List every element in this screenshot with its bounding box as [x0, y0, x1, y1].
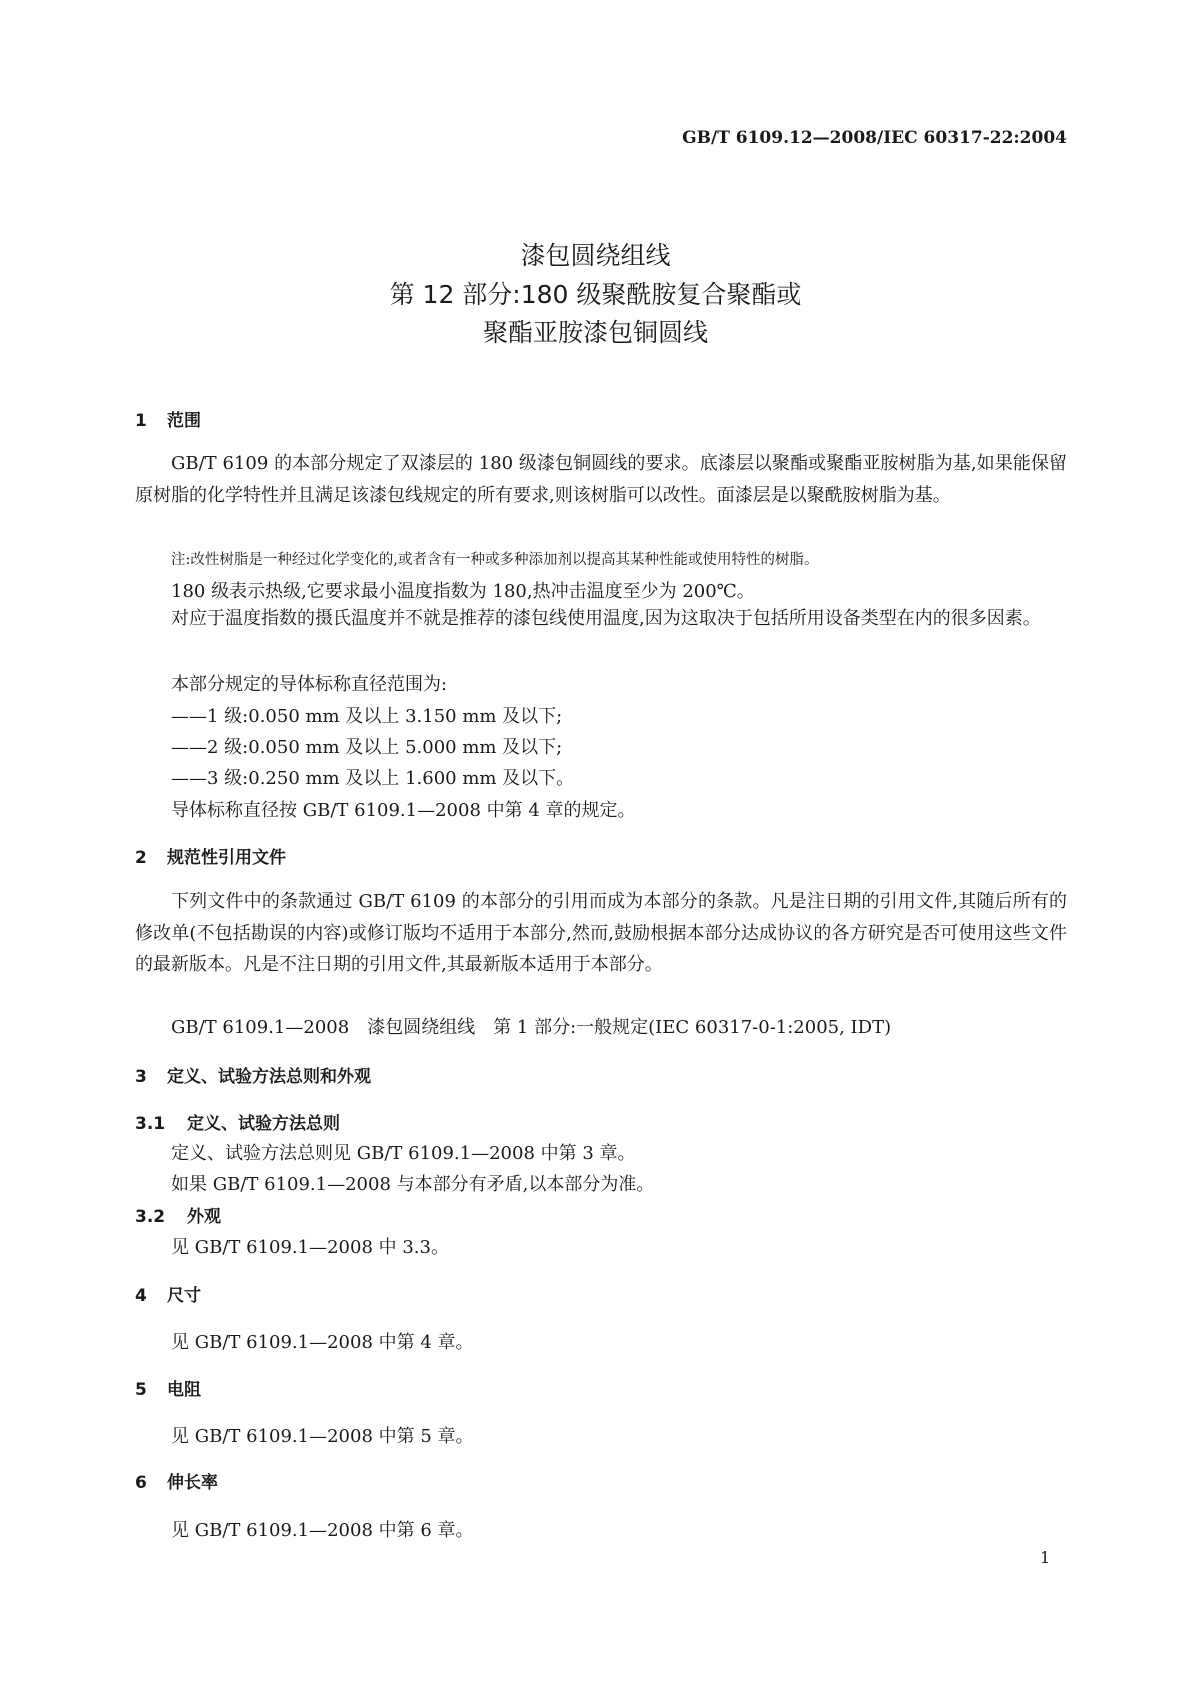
section-title: 定义、试验方法总则和外观: [167, 1067, 371, 1087]
section-3-1-heading: [135, 1109, 340, 1134]
section-1-heading: [135, 406, 201, 431]
scope-paragraph-4: 本部分规定的导体标称直径范围为:: [171, 674, 448, 695]
section-number: 3: [135, 1067, 147, 1087]
section-3-2-line-1: 见 GB/T 6109.1—2008 中 3.3。: [171, 1237, 449, 1258]
section-6-line: 见 GB/T 6109.1—2008 中第 6 章。: [171, 1520, 474, 1541]
section-title: 伸长率: [167, 1473, 218, 1493]
document-title-line-1: 漆包圆绕组线: [520, 241, 671, 270]
section-number: 6: [135, 1473, 147, 1493]
section-5-heading: [135, 1375, 201, 1400]
document-title-line-3: 聚酯亚胺漆包铜圆线: [482, 318, 708, 347]
section-number: 3.2: [135, 1207, 166, 1227]
section-number: 3.1: [135, 1114, 166, 1134]
scope-paragraph-1: GB/T 6109 的本部分规定了双漆层的 180 级漆包铜圆线的要求。底漆层以聚酯或聚酯亚胺树脂为基,如果能保留原树脂的化学特性并且满足该漆包线规定的所有要求,则该树脂可以改性。面漆层是以聚酰胺树脂为基。: [135, 453, 1067, 506]
section-2-heading: [135, 843, 286, 868]
section-3-1-line-2: 如果 GB/T 6109.1—2008 与本部分有矛盾,以本部分为准。: [171, 1174, 655, 1195]
diameter-range-item: ——2 级:0.050 mm 及以上 5.000 mm 及以下;: [171, 737, 563, 758]
section-4-line: 见 GB/T 6109.1—2008 中第 4 章。: [171, 1332, 474, 1353]
scope-note: 注:改性树脂是一种经过化学变化的,或者含有一种或多种添加剂以提高其某种性能或使用特性的树脂。: [171, 552, 819, 568]
diameter-range-item: ——3 级:0.250 mm 及以上 1.600 mm 及以下。: [171, 768, 575, 789]
section-title: 范围: [167, 411, 201, 431]
section-3-1-line-1: 定义、试验方法总则见 GB/T 6109.1—2008 中第 3 章。: [171, 1143, 636, 1164]
section-number: 2: [135, 848, 147, 868]
section-title: 尺寸: [167, 1286, 201, 1306]
standard-number-header: GB/T 6109.12—2008/IEC 60317-22:2004: [682, 128, 1067, 148]
scope-paragraph-2: 180 级表示热级,它要求最小温度指数为 180,热冲击温度至少为 200℃。: [171, 581, 755, 602]
normative-reference-item: GB/T 6109.1—2008 漆包圆绕组线 第 1 部分:一般规定(IEC 60317-0-1:2005, IDT): [171, 1017, 892, 1038]
section-title: 定义、试验方法总则: [187, 1114, 340, 1134]
section-title: 规范性引用文件: [167, 848, 286, 868]
page-number: 1: [1040, 1548, 1051, 1567]
section-6-heading: [135, 1468, 218, 1493]
document-title-line-2: 第 12 部分:180 级聚酰胺复合聚酯或: [389, 280, 802, 309]
section-4-heading: [135, 1281, 201, 1306]
scope-paragraph-5: 导体标称直径按 GB/T 6109.1—2008 中第 4 章的规定。: [171, 800, 636, 821]
section-3-2-heading: [135, 1202, 221, 1227]
section-number: 1: [135, 411, 147, 431]
section-5-line: 见 GB/T 6109.1—2008 中第 5 章。: [171, 1426, 474, 1447]
section-number: 5: [135, 1380, 147, 1400]
section-number: 4: [135, 1286, 147, 1306]
section-title: 外观: [187, 1207, 221, 1227]
normative-references-paragraph: 下列文件中的条款通过 GB/T 6109 的本部分的引用而成为本部分的条款。凡是注日期的引用文件,其随后所有的修改单(不包括勘误的内容)或修订版均不适用于本部分,然而,鼓励根据本部分达成协议的各方研究是否可使用这些文件的最新版本。凡是不注日期的引用文件,其最新版本适用于本部分。: [135, 891, 1067, 975]
section-title: 电阻: [167, 1380, 201, 1400]
diameter-range-item: ——1 级:0.050 mm 及以上 3.150 mm 及以下;: [171, 706, 563, 727]
scope-paragraph-3: 对应于温度指数的摄氏温度并不就是推荐的漆包线使用温度,因为这取决于包括所用设备类型在内的很多因素。: [171, 608, 1041, 629]
section-3-heading: [135, 1062, 371, 1087]
